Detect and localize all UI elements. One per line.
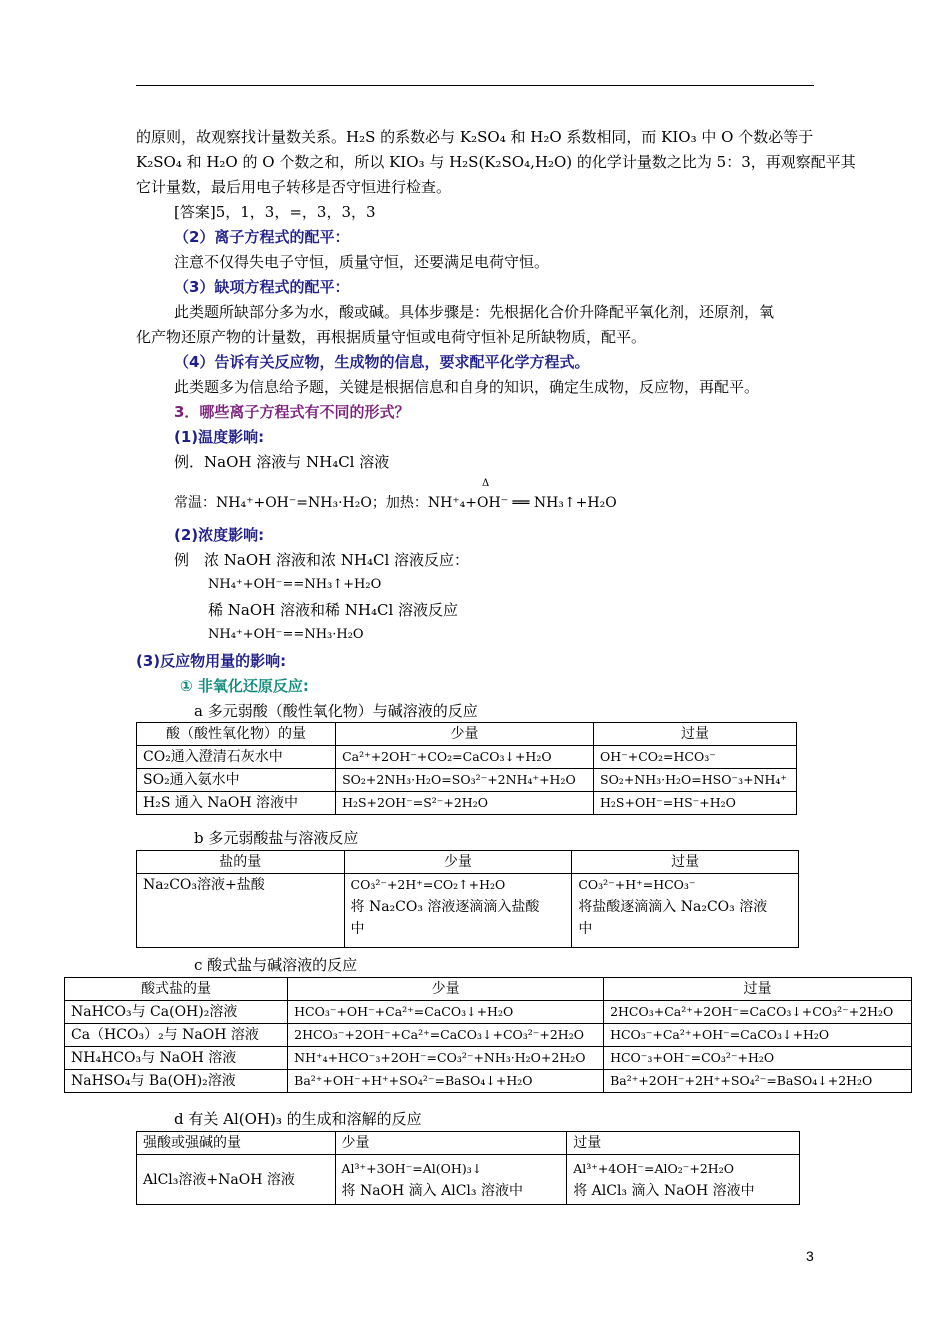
note-text: 中: [350, 921, 365, 937]
concentration-line1: 例 浓 NaOH 溶液和浓 NH₄Cl 溶液反应：: [174, 551, 470, 569]
table-cell: CO₂通入澄清石灰水中: [137, 746, 336, 769]
table-d-header: 强酸或强碱的量: [137, 1132, 336, 1155]
table-cell: 2HCO₃⁻+2OH⁻+Ca²⁺=CaCO₃↓+CO₃²⁻+2H₂O: [288, 1024, 604, 1047]
table-b-header: 少量: [344, 851, 572, 874]
note-text: 将盐酸逐滴滴入 Na₂CO₃ 溶液: [578, 899, 768, 915]
table-cell: H₂S+2OH⁻=S²⁻+2H₂O: [336, 792, 594, 815]
table-row: [65, 1001, 912, 1024]
table-b-header: 盐的量: [137, 851, 345, 874]
table-a-header: 过量: [594, 723, 797, 746]
table-cell: Ba²⁺+OH⁻+H⁺+SO₄²⁻=BaSO₄↓+H₂O: [288, 1070, 604, 1093]
concentration-eq1: NH₄⁺+OH⁻==NH₃↑+H₂O: [208, 577, 382, 592]
table-cell: HCO₃⁻+OH⁻+Ca²⁺=CaCO₃↓+H₂O: [288, 1001, 604, 1024]
temperature-heading: (1)温度影响:: [174, 428, 265, 446]
para1-line2: K₂SO₄ 和 H₂O 的 O 个数之和，所以 KIO₃ 与 H₂S(K₂SO₄,H₂O) 的化学计量数之比为 5：3，再观察配平其: [136, 153, 856, 171]
table-cell: NaHCO₃与 Ca(OH)₂溶液: [65, 1001, 288, 1024]
table-c: [64, 977, 912, 1093]
caption-c: c 酸式盐与碱溶液的反应: [194, 956, 358, 974]
table-d-header: 过量: [567, 1132, 800, 1155]
concentration-line3: 稀 NaOH 溶液和稀 NH₄Cl 溶液反应: [208, 601, 459, 619]
table-a-header: 酸（酸性氧化物）的量: [137, 723, 336, 746]
table-c-header: 少量: [288, 978, 604, 1001]
table-d: [136, 1131, 800, 1205]
temperature-equation: 常温：NH₄⁺+OH⁻=NH₃·H₂O；加热：NH⁺₄+OH⁻ ══ NH₃↑+H₂O: [174, 495, 617, 511]
table-row: [65, 1070, 912, 1093]
missing-items-line2: 化产物还原产物的计量数，再根据质量守恒或电荷守恒补足所缺物质，配平。: [136, 328, 647, 346]
info-reactions-text: 此类题多为信息给予题，关键是根据信息和自身的知识，确定生成物，反应物，再配平。: [174, 378, 760, 396]
para1-line3: 它计量数，最后用电子转移是否守恒进行检查。: [136, 178, 452, 196]
note-text: 中: [578, 921, 593, 937]
eq-text: Al³⁺+4OH⁻=AlO₂⁻+2H₂O: [573, 1160, 734, 1176]
table-c-header: 过量: [604, 978, 912, 1001]
table-cell: H₂S+OH⁻=HS⁻+H₂O: [594, 792, 797, 815]
table-row: [65, 1047, 912, 1070]
table-row: [137, 1155, 800, 1205]
table-b: [136, 850, 799, 948]
table-a: [136, 722, 797, 815]
note-text: 将 Na₂CO₃ 溶液逐滴滴入盐酸: [350, 899, 540, 915]
table-cell: AlCl₃溶液+NaOH 溶液: [137, 1155, 336, 1205]
table-a-header: 少量: [336, 723, 594, 746]
ionic-balancing-text: 注意不仅得失电子守恒，质量守恒，还要满足电荷守恒。: [174, 253, 550, 271]
table-cell: Ba²⁺+2OH⁻+2H⁺+SO₄²⁻=BaSO₄↓+2H₂O: [604, 1070, 912, 1093]
table-row: [137, 769, 797, 792]
table-cell: NH₄HCO₃与 NaOH 溶液: [65, 1047, 288, 1070]
heading-info-reactions: （4）告诉有关反应物，生成物的信息，要求配平化学方程式。: [174, 353, 590, 371]
caption-b: b 多元弱酸盐与溶液反应: [194, 829, 359, 847]
table-cell: [567, 1155, 800, 1205]
heating-delta-symbol: Δ: [482, 478, 490, 489]
table-cell: HCO⁻₃+OH⁻=CO₃²⁻+H₂O: [604, 1047, 912, 1070]
table-cell: [572, 874, 799, 948]
table-d-header: 少量: [335, 1132, 567, 1155]
non-redox-heading: ① 非氧化还原反应:: [180, 677, 309, 695]
caption-a: a 多元弱酸（酸性氧化物）与碱溶液的反应: [194, 702, 478, 720]
table-row: [137, 792, 797, 815]
eq-text: Al³⁺+3OH⁻=Al(OH)₃↓: [341, 1160, 483, 1176]
table-cell: NH⁺₄+HCO⁻₃+2OH⁻=CO₃²⁻+NH₃·H₂O+2H₂O: [288, 1047, 604, 1070]
para1-line1: 的原则，故观察找计量数关系。H₂S 的系数必与 K₂SO₄ 和 H₂O 系数相同，而 KIO₃ 中 O 个数必等于: [136, 128, 814, 146]
note-text: 将 AlCl₃ 滴入 NaOH 溶液中: [573, 1182, 755, 1199]
table-cell: OH⁻+CO₂=HCO₃⁻: [594, 746, 797, 769]
page-number: 3: [806, 1248, 814, 1264]
note-text: 将 NaOH 滴入 AlCl₃ 溶液中: [341, 1182, 523, 1199]
table-cell: [335, 1155, 567, 1205]
concentration-eq2: NH₄⁺+OH⁻==NH₃·H₂O: [208, 627, 364, 642]
concentration-heading: (2)浓度影响:: [174, 526, 265, 544]
table-cell: 2HCO₃+Ca²⁺+2OH⁻=CaCO₃↓+CO₃²⁻+2H₂O: [604, 1001, 912, 1024]
table-cell: [344, 874, 572, 948]
section-3-title: 3．哪些离子方程式有不同的形式？: [174, 403, 410, 421]
header-rule: [136, 85, 814, 86]
table-cell: Ca（HCO₃）₂与 NaOH 溶液: [65, 1024, 288, 1047]
temperature-example: 例．NaOH 溶液与 NH₄Cl 溶液: [174, 453, 390, 471]
table-b-header: 过量: [572, 851, 799, 874]
table-cell: NaHSO₄与 Ba(OH)₂溶液: [65, 1070, 288, 1093]
table-cell: H₂S 通入 NaOH 溶液中: [137, 792, 336, 815]
caption-d: d 有关 Al(OH)₃ 的生成和溶解的反应: [174, 1110, 422, 1128]
eq-text: CO₃²⁻+H⁺=HCO₃⁻: [578, 877, 696, 892]
table-cell: SO₂+NH₃·H₂O=HSO⁻₃+NH₄⁺: [594, 769, 797, 792]
heading-missing-items: （3）缺项方程式的配平：: [174, 278, 350, 296]
table-cell: Na₂CO₃溶液+盐酸: [137, 874, 345, 948]
heading-ionic-balancing: （2）离子方程式的配平：: [174, 228, 350, 246]
table-row: [137, 874, 799, 948]
answer-line: [答案]5，1，3，=，3，3，3: [174, 203, 376, 221]
eq-text: CO₃²⁻+2H⁺=CO₂↑+H₂O: [350, 877, 506, 892]
table-row: [137, 746, 797, 769]
table-cell: HCO₃⁻+Ca²⁺+OH⁻=CaCO₃↓+H₂O: [604, 1024, 912, 1047]
table-row: [65, 1024, 912, 1047]
table-cell: SO₂+2NH₃·H₂O=SO₃²⁻+2NH₄⁺+H₂O: [336, 769, 594, 792]
missing-items-line1: 此类题所缺部分多为水，酸或碱。具体步骤是：先根据化合价升降配平氧化剂，还原剂，氧: [174, 303, 775, 321]
amount-heading: (3)反应物用量的影响:: [136, 652, 287, 670]
table-cell: SO₂通入氨水中: [137, 769, 336, 792]
table-c-header: 酸式盐的量: [65, 978, 288, 1001]
table-cell: Ca²⁺+2OH⁻+CO₂=CaCO₃↓+H₂O: [336, 746, 594, 769]
